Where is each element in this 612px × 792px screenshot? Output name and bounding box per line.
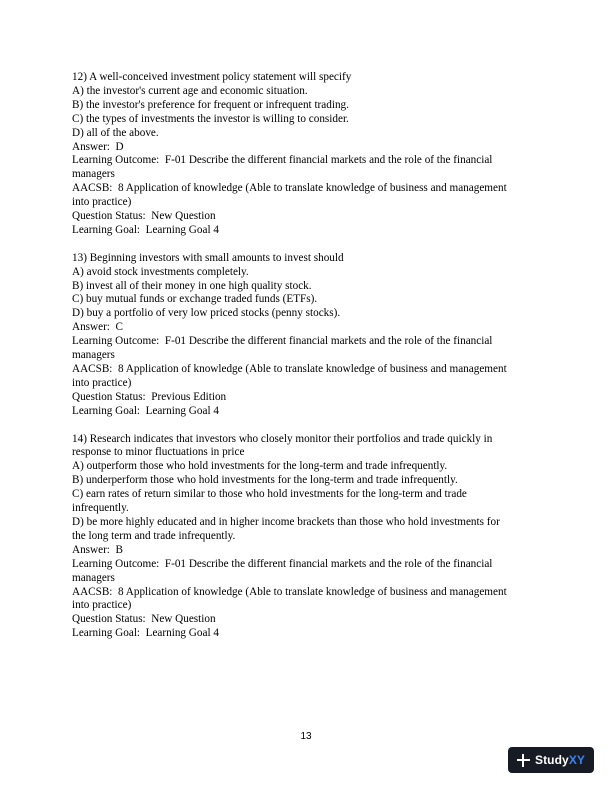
learning-goal: Learning Goal: Learning Goal 4	[72, 223, 219, 236]
learning-goal: Learning Goal: Learning Goal 4	[72, 404, 219, 417]
studyxy-badge[interactable]	[508, 747, 594, 773]
learning-outcome: Learning Outcome: F-01 Describe the different financial markets and the role of the financial	[72, 557, 493, 570]
answer-option-a: A) avoid stock investments completely.	[72, 265, 249, 278]
answer-option-b: B) invest all of their money in one high quality stock.	[72, 279, 312, 292]
learning-outcome-continued: managers	[72, 349, 115, 362]
answer-option-a: A) the investor's current age and economic situation.	[72, 84, 308, 97]
learning-outcome: Learning Outcome: F-01 Describe the different financial markets and the role of the financial	[72, 154, 493, 167]
question-prompt: 13) Beginning investors with small amounts to invest should	[72, 251, 344, 264]
question-14	[72, 433, 552, 642]
learning-outcome-continued: managers	[72, 168, 115, 181]
question-prompt: 12) A well-conceived investment policy statement will specify	[72, 71, 352, 83]
answer-option-d: D) buy a portfolio of very low priced stocks (penny stocks).	[72, 307, 341, 320]
correct-answer: Answer: B	[72, 543, 123, 556]
question-prompt-continued: response to minor fluctuations in price	[72, 446, 245, 459]
learning-outcome-continued: managers	[72, 571, 115, 584]
answer-option-b: B) underperform those who hold investments for the long-term and trade infrequently.	[72, 474, 458, 487]
badge-label	[535, 753, 585, 767]
answer-option-c: C) buy mutual funds or exchange traded funds (ETFs).	[72, 293, 318, 306]
question-status: Question Status: Previous Edition	[72, 390, 227, 403]
aacsb-standard-continued: into practice)	[72, 196, 132, 209]
answer-option-d: D) all of the above.	[72, 126, 159, 139]
answer-option-d: D) be more highly educated and in higher income brackets than those who hold investments for	[72, 515, 500, 528]
aacsb-standard-continued: into practice)	[72, 376, 132, 389]
answer-option-d-continued: the long term and trade infrequently.	[72, 529, 236, 542]
correct-answer: Answer: D	[72, 140, 124, 153]
answer-option-b: B) the investor's preference for frequent or infrequent trading.	[72, 98, 349, 111]
aacsb-standard: AACSB: 8 Application of knowledge (Able to translate knowledge of business and management	[72, 363, 507, 376]
aacsb-standard: AACSB: 8 Application of knowledge (Able to translate knowledge of business and management	[72, 182, 507, 195]
learning-goal: Learning Goal: Learning Goal 4	[72, 627, 219, 640]
question-12	[72, 71, 552, 238]
answer-option-c: C) the types of investments the investor is willing to consider.	[72, 112, 349, 125]
answer-option-c-continued: infrequently.	[72, 502, 129, 515]
correct-answer: Answer: C	[72, 321, 123, 334]
aacsb-standard: AACSB: 8 Application of knowledge (Able to translate knowledge of business and management	[72, 585, 507, 598]
badge-label-main: Study	[534, 753, 569, 767]
question-prompt: 14) Research indicates that investors who closely monitor their portfolios and trade quickly in	[72, 432, 493, 445]
question-status: Question Status: New Question	[72, 210, 216, 223]
question-list	[72, 71, 552, 655]
answer-option-c: C) earn rates of return similar to those who hold investments for the long-term and trade	[72, 488, 467, 501]
question-status: Question Status: New Question	[72, 613, 216, 626]
answer-option-a: A) outperform those who hold investments for the long-term and trade infrequently.	[72, 460, 448, 473]
badge-label-accent: XY	[568, 753, 586, 767]
plus-icon	[517, 754, 530, 767]
page-number: 13	[300, 731, 312, 742]
aacsb-standard-continued: into practice)	[72, 599, 132, 612]
learning-outcome: Learning Outcome: F-01 Describe the different financial markets and the role of the financial	[72, 335, 493, 348]
question-13	[72, 252, 552, 419]
